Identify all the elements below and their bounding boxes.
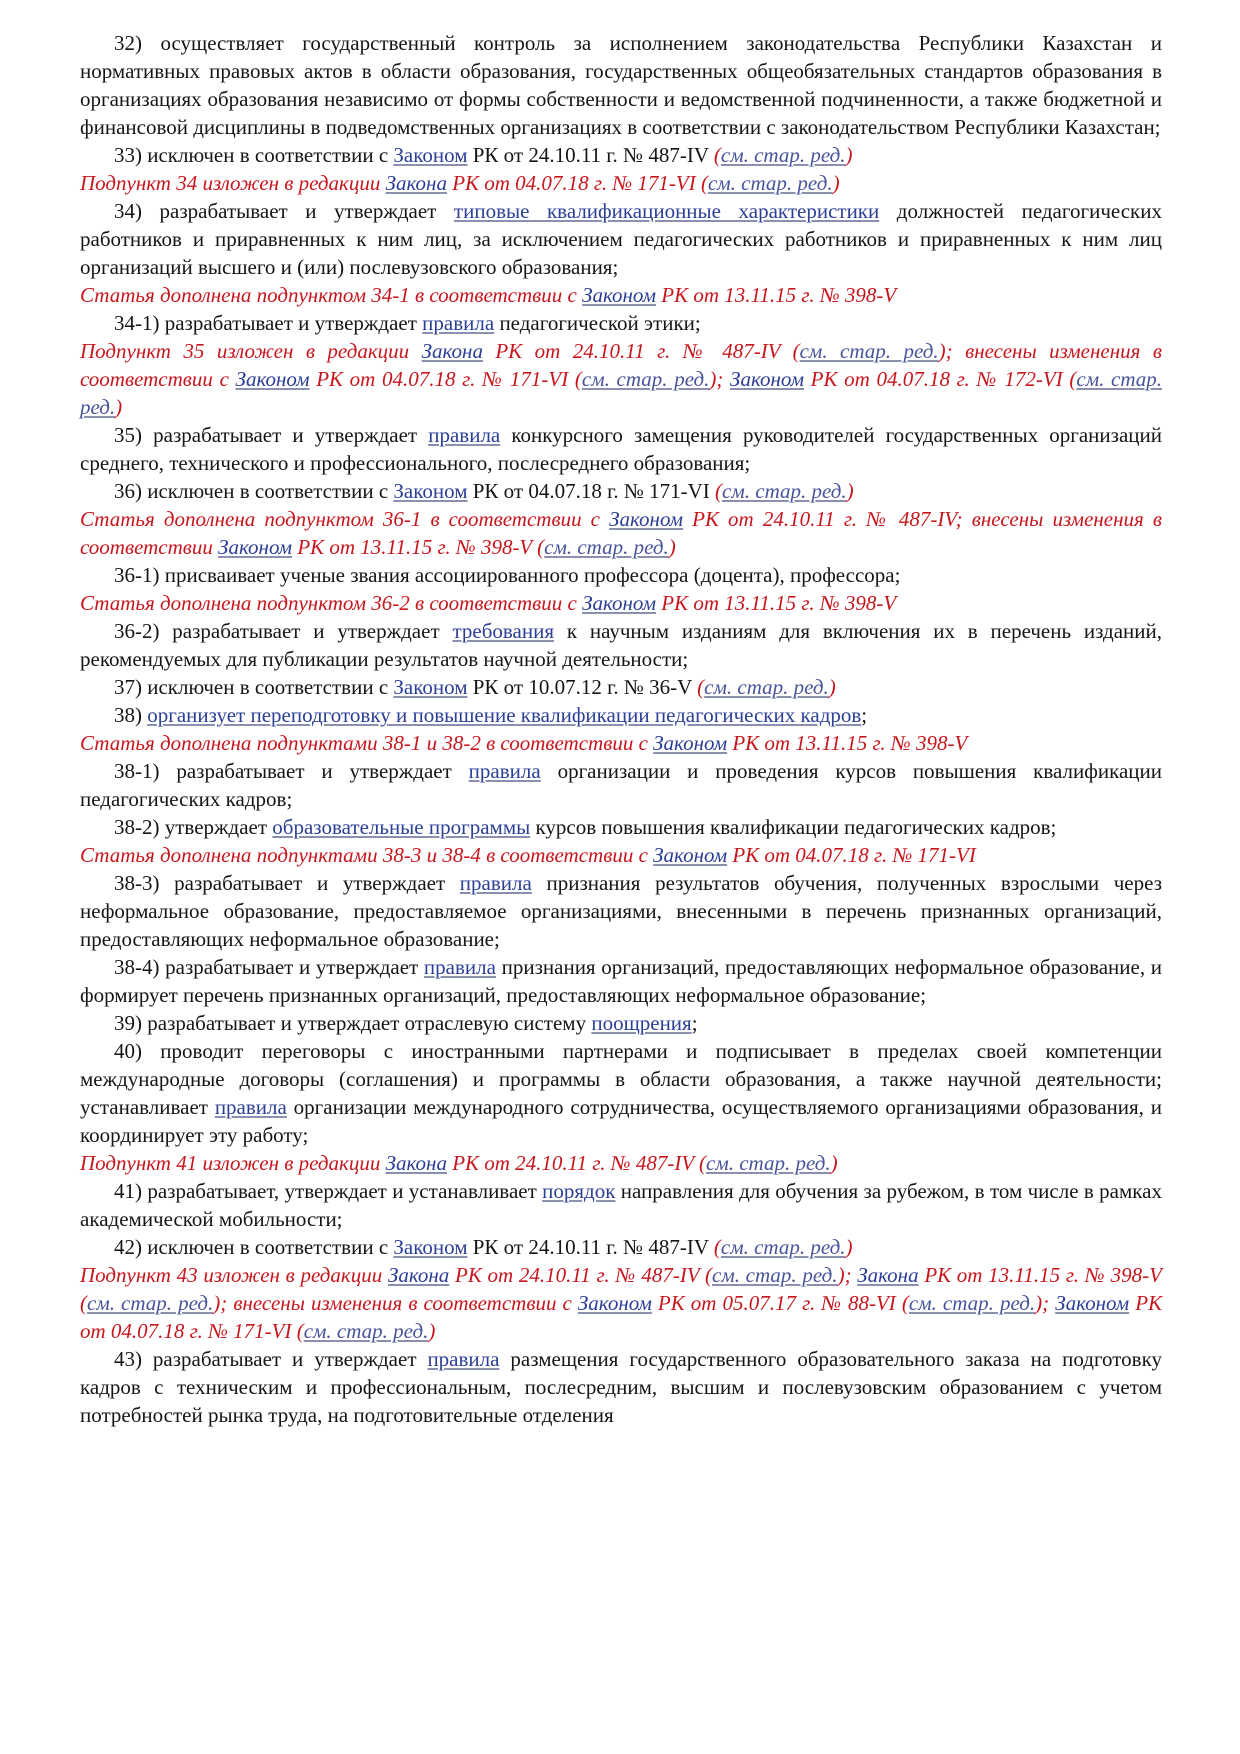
note-text: РК от 24.10.11 г. № 487-IV <box>449 1263 705 1287</box>
note-text: Подпункт 35 изложен в редакции <box>80 339 422 363</box>
law-link[interactable]: Закона <box>385 171 447 195</box>
inline-link[interactable]: типовые квалификационные характеристики <box>453 199 880 223</box>
amendment-note <box>80 169 1162 197</box>
ref-paren: ) <box>828 675 836 699</box>
inline-link[interactable]: организует переподготовку и повышение квалификации педагогических кадров <box>147 703 862 727</box>
note-text: РК от 24.10.11 г. № 487-IV <box>482 339 793 363</box>
inline-link[interactable]: правила <box>422 311 495 335</box>
see-old-revision-link[interactable]: см. стар. ред. <box>544 535 669 559</box>
law-subitem <box>80 673 1162 701</box>
amendment-note <box>80 589 1162 617</box>
note-text: Статья дополнена подпунктами 38-1 и 38-2 в соответствии с <box>80 731 654 755</box>
text-run: 38-4) разрабатывает и утверждает <box>114 955 424 979</box>
ref-paren: ) <box>845 143 853 167</box>
ref-paren: ( <box>296 1319 304 1343</box>
law-subitem <box>80 477 1162 505</box>
note-text: Подпункт 43 изложен в редакции <box>80 1263 388 1287</box>
text-run: 36-1) присваивает ученые звания ассоциированного профессора (доцента), профессора; <box>114 563 901 587</box>
note-text: ; внесены изменения в соответствии с <box>220 1291 578 1315</box>
text-run: педагогической этики; <box>494 311 701 335</box>
ref-paren: ( <box>697 675 705 699</box>
text-run: 41) разрабатывает, утверждает и устанавливает <box>114 1179 543 1203</box>
ref-paren: ( <box>713 143 721 167</box>
law-subitem <box>80 953 1162 1009</box>
law-link[interactable]: Законом <box>577 1291 652 1315</box>
see-old-revision-link[interactable]: см. стар. ред. <box>799 339 939 363</box>
ref-paren: ) <box>845 1235 853 1259</box>
see-old-revision-link[interactable]: см. стар. ред. <box>87 1291 214 1315</box>
note-text: ; внесены изменения в соответствии с <box>80 339 1162 391</box>
law-subitem <box>80 29 1162 141</box>
text-run: 32) осуществляет государственный контроль за исполнением законодательства Республики Казахстан и нормативных правовых актов в области образования, государственных общеобязательных стандартов образования в организациях образования независимо от формы собственности и ведомственной подчиненности, а также бюджетной и финансовой дисциплины в подведомственных организациях в соответствии с законодательством Республики Казахстан; <box>80 31 1162 139</box>
text-run: РК от 10.07.12 г. № 36-V <box>467 675 698 699</box>
ref-paren: ( <box>80 1291 87 1315</box>
note-text: РК от 24.10.11 г. № 487-IV; внесены изменения в соответствии <box>80 507 1163 559</box>
note-text: РК от 04.07.18 г. № 171-VI <box>727 843 976 867</box>
text-run: должностей педагогических работников и приравненных к ним лиц, за исключением педагогических работников и приравненных к ним лиц организаций высшего и (или) послевузовского образования; <box>80 199 1162 279</box>
ref-paren: ) <box>938 339 946 363</box>
law-subitem <box>80 141 1162 169</box>
inline-link[interactable]: Законом <box>393 143 468 167</box>
note-text: РК от 13.11.15 г. № 398-V <box>918 1263 1162 1287</box>
note-text: РК от 13.11.15 г. № 398-V <box>656 283 897 307</box>
law-subitem <box>80 1345 1162 1429</box>
ref-paren: ) <box>1035 1291 1043 1315</box>
law-subitem <box>80 813 1162 841</box>
ref-paren: ( <box>705 1263 712 1287</box>
law-link[interactable]: Законом <box>218 535 293 559</box>
see-old-revision-link[interactable]: см. стар. ред. <box>707 171 833 195</box>
law-link[interactable]: Закона <box>857 1263 919 1287</box>
amendment-note <box>80 337 1162 421</box>
ref-paren: ( <box>699 1151 707 1175</box>
note-text: РК от 04.07.18 г. № 171-VI <box>446 171 701 195</box>
law-link[interactable]: Законом <box>653 731 728 755</box>
ref-paren: ( <box>713 1235 721 1259</box>
amendment-note <box>80 1261 1162 1345</box>
text-run: 36) исключен в соответствии с <box>114 479 394 503</box>
note-text: РК от 13.11.15 г. № 398-V <box>727 731 968 755</box>
ref-paren: ( <box>574 367 582 391</box>
note-text: РК от 05.07.17 г. № 88-VI <box>651 1291 902 1315</box>
ref-paren: ) <box>832 171 840 195</box>
amendment-note <box>80 1149 1162 1177</box>
text-run: 38-3) разрабатывает и утверждает <box>114 871 460 895</box>
text-run: курсов повышения квалификации педагогических кадров; <box>530 815 1057 839</box>
ref-paren: ) <box>115 395 123 419</box>
text-run: 40) проводит переговоры с иностранными партнерами и подписывает в пределах своей компетенции международные договоры (соглашения) и программы в области образования, а также научной деятельности; устанавливает <box>80 1039 1162 1119</box>
text-run: 35) разрабатывает и утверждает <box>114 423 429 447</box>
note-text: РК от 04.07.18 г. № 171-VI <box>309 367 575 391</box>
text-run: к научным изданиям для включения их в перечень изданий, рекомендуемых для публикации результатов научной деятельности; <box>80 619 1163 671</box>
note-text: Статья дополнена подпунктами 38-3 и 38-4 в соответствии с <box>80 843 654 867</box>
amendment-note <box>80 729 1162 757</box>
note-text: Статья дополнена подпунктом 36-1 в соответствии с <box>80 507 610 531</box>
see-old-revision-link[interactable]: см. стар. ред. <box>712 1263 838 1287</box>
amendment-note <box>80 505 1162 561</box>
law-subitem <box>80 309 1162 337</box>
see-old-revision-link[interactable]: см. стар. ред. <box>303 1319 429 1343</box>
law-link[interactable]: Законом <box>730 367 804 391</box>
note-text: РК от 04.07.18 г. № 172-VI <box>804 367 1070 391</box>
text-run: 38-1) разрабатывает и утверждает <box>114 759 469 783</box>
inline-link[interactable]: правила <box>428 423 501 447</box>
ref-paren: ( <box>715 479 723 503</box>
ref-paren: ( <box>792 339 800 363</box>
inline-link[interactable]: Законом <box>393 1235 468 1259</box>
inline-link[interactable]: порядок <box>542 1179 616 1203</box>
amendment-note <box>80 841 1162 869</box>
see-old-revision-link[interactable]: см. стар. ред. <box>720 1235 846 1259</box>
ref-paren: ( <box>537 535 545 559</box>
text-run: 33) исключен в соответствии с <box>114 143 394 167</box>
text-run: РК от 24.10.11 г. № 487-IV <box>467 143 714 167</box>
law-subitem <box>80 869 1162 953</box>
ref-paren: ) <box>846 479 854 503</box>
text-run: 34-1) разрабатывает и утверждает <box>114 311 423 335</box>
text-run: 37) исключен в соответствии с <box>114 675 394 699</box>
text-run: 38) <box>114 703 148 727</box>
law-subitem <box>80 561 1162 589</box>
ref-paren: ( <box>901 1291 909 1315</box>
ref-paren: ) <box>709 367 717 391</box>
law-subitem <box>80 1177 1162 1233</box>
ref-paren: ( <box>1069 367 1077 391</box>
law-subitem <box>80 757 1162 813</box>
text-run: 36-2) разрабатывает и утверждает <box>114 619 453 643</box>
law-subitem <box>80 617 1162 673</box>
note-text: РК от 13.11.15 г. № 398-V <box>292 535 538 559</box>
inline-link[interactable]: правила <box>423 955 496 979</box>
law-link[interactable]: Законом <box>609 507 684 531</box>
law-link[interactable]: Законом <box>653 843 728 867</box>
text-run: РК от 24.10.11 г. № 487-IV <box>467 1235 714 1259</box>
note-text: Статья дополнена подпунктом 34-1 в соответствии с <box>80 283 583 307</box>
note-text: Статья дополнена подпунктом 36-2 в соответствии с <box>80 591 583 615</box>
inline-link[interactable]: Законом <box>393 675 468 699</box>
law-link[interactable]: Законом <box>1055 1291 1130 1315</box>
ref-paren: ) <box>428 1319 436 1343</box>
text-run: 39) разрабатывает и утверждает отраслевую систему <box>114 1011 592 1035</box>
amendment-note <box>80 281 1162 309</box>
law-link[interactable]: Законом <box>582 283 657 307</box>
see-old-revision-link[interactable]: см. стар. ред. <box>720 143 846 167</box>
text-run: ; <box>861 703 868 727</box>
text-run: признания организаций, предоставляющих неформальное образование, и формирует перечень признанных организаций, предоставляющих неформальное образование; <box>80 955 1163 1007</box>
text-run: организации международного сотрудничества, осуществляемого организациями образования, и координирует эту работу; <box>80 1095 1162 1147</box>
ref-paren: ) <box>668 535 676 559</box>
inline-link[interactable]: Законом <box>393 479 468 503</box>
law-link[interactable]: Закона <box>385 1151 447 1175</box>
text-run: размещения государственного образовательного заказа на подготовку кадров с техническим и профессиональным, послесредним, высшим и послевузовским образованием с учетом потребностей рынка труда, на подготовительные отделения <box>80 1347 1162 1427</box>
text-run: ; <box>691 1011 698 1035</box>
text-run: 42) исключен в соответствии с <box>114 1235 394 1259</box>
law-subitem <box>80 421 1162 477</box>
note-text: ; <box>844 1263 858 1287</box>
ref-paren: ) <box>830 1151 838 1175</box>
ref-paren: ) <box>837 1263 845 1287</box>
inline-link[interactable]: правила <box>459 871 532 895</box>
note-text: РК от 24.10.11 г. № 487-IV <box>446 1151 700 1175</box>
note-text: РК от 04.07.18 г. № 171-VI <box>80 1291 1163 1343</box>
inline-link[interactable]: требования <box>452 619 554 643</box>
text-run: 38-2) утверждает <box>114 815 273 839</box>
note-text: РК от 13.11.15 г. № 398-V <box>656 591 897 615</box>
ref-paren: ) <box>213 1291 221 1315</box>
text-run: признания результатов обучения, полученных взрослыми через неформальное образование, предоставляемое организациями, внесенными в перечень признанных организаций, предоставляющих неформальное образование; <box>80 871 1162 951</box>
law-subitem <box>80 701 1162 729</box>
inline-link[interactable]: правила <box>427 1347 500 1371</box>
see-old-revision-link[interactable]: см. стар. ред. <box>704 675 829 699</box>
text-run: направления для обучения за рубежом, в том числе в рамках академической мобильности; <box>80 1179 1162 1231</box>
law-link[interactable]: Закона <box>421 339 483 363</box>
inline-link[interactable]: правила <box>214 1095 287 1119</box>
see-old-revision-link[interactable]: см. стар. ред. <box>722 479 847 503</box>
inline-link[interactable]: поощрения <box>591 1011 692 1035</box>
note-text: Подпункт 34 изложен в редакции <box>80 171 386 195</box>
text-run: РК от 04.07.18 г. № 171-VI <box>467 479 716 503</box>
note-text: Подпункт 41 изложен в редакции <box>80 1151 386 1175</box>
law-link[interactable]: Закона <box>387 1263 450 1287</box>
law-link[interactable]: Законом <box>235 367 310 391</box>
document-body <box>80 29 1162 1429</box>
law-subitem <box>80 1233 1162 1261</box>
text-run: организации и проведения курсов повышения квалификации педагогических кадров; <box>80 759 1162 811</box>
see-old-revision-link[interactable]: см. стар. ред. <box>908 1291 1036 1315</box>
ref-paren: ( <box>700 171 708 195</box>
note-text: ; <box>1042 1291 1056 1315</box>
see-old-revision-link[interactable]: см. стар. ред. <box>581 367 710 391</box>
text-run: 34) разрабатывает и утверждает <box>114 199 454 223</box>
text-run: конкурсного замещения руководителей государственных организаций среднего, технического и профессионального, послесреднего образования; <box>80 423 1162 475</box>
law-subitem <box>80 1009 1162 1037</box>
law-subitem <box>80 1037 1162 1149</box>
text-run: 43) разрабатывает и утверждает <box>114 1347 428 1371</box>
see-old-revision-link[interactable]: см. стар. ред. <box>80 367 1163 419</box>
inline-link[interactable]: образовательные программы <box>272 815 531 839</box>
inline-link[interactable]: правила <box>468 759 541 783</box>
law-subitem <box>80 197 1162 281</box>
law-link[interactable]: Законом <box>582 591 657 615</box>
see-old-revision-link[interactable]: см. стар. ред. <box>706 1151 831 1175</box>
note-text: ; <box>716 367 731 391</box>
